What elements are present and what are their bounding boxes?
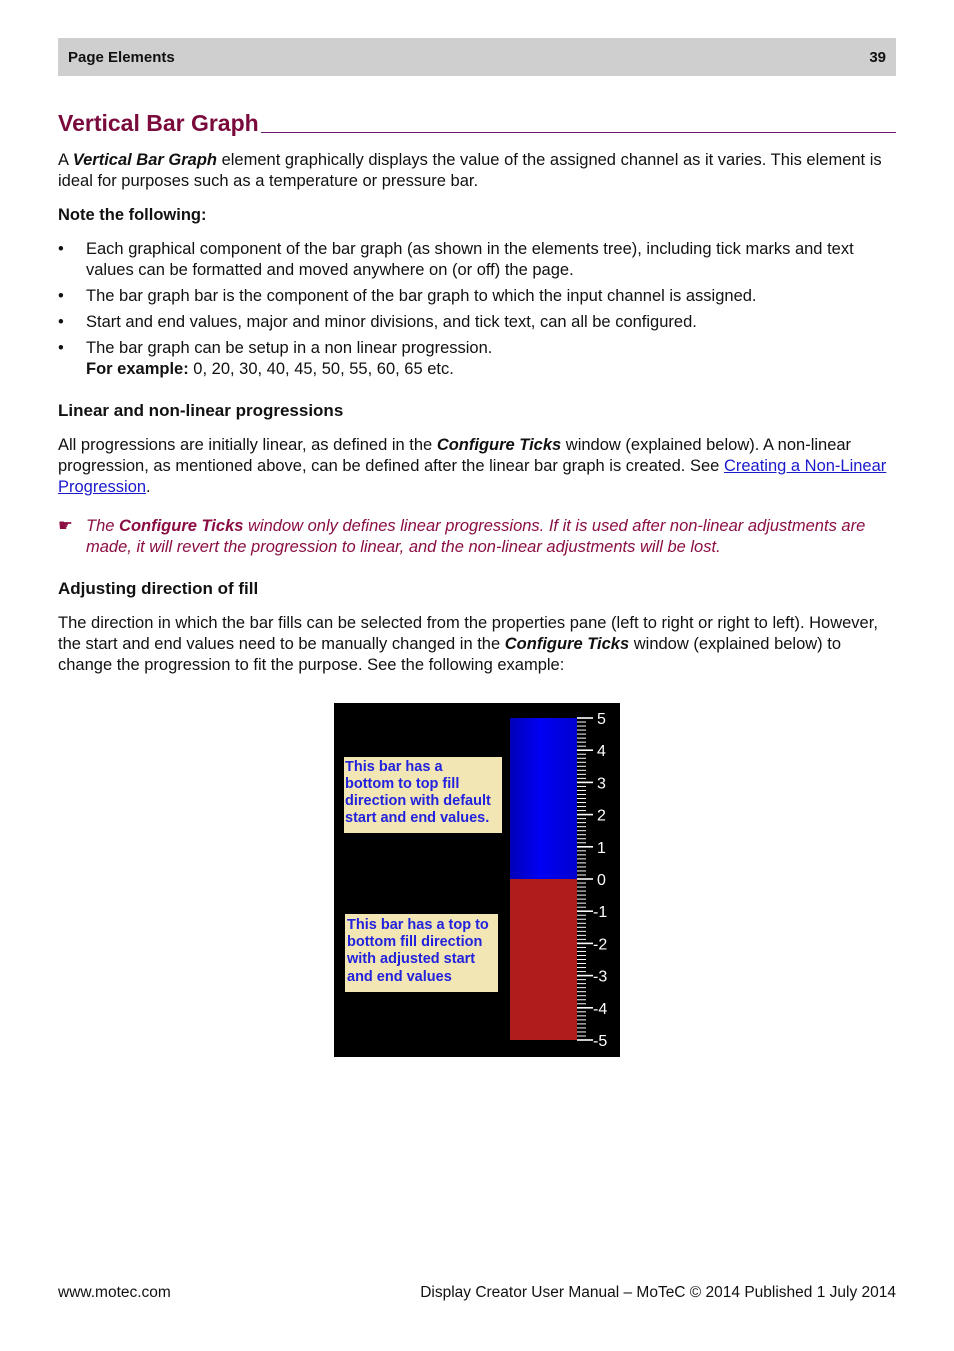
list-item: • The bar graph bar is the component of the bar graph to which the input channel is assigned. [58,286,896,307]
label-top-line: start and end values. [345,810,490,826]
label-top-line: bottom to top fill [345,776,460,792]
example-label: For example: [86,360,189,378]
label-top-line: This bar has a [345,759,443,775]
tick-label: -4 [593,1000,608,1018]
tick-label: 3 [597,775,606,793]
footer-url: www.motec.com [58,1284,171,1301]
tick-label: -2 [593,936,608,954]
note-list [58,239,896,380]
lower-bar [510,879,577,1040]
list-item: • The bar graph can be setup in a non linear progression. For example: 0, 20, 30, 40, 45, 50, 55, 60, 65 etc. [58,338,896,380]
label-bottom-line: bottom fill direction [347,934,483,950]
bar-graph-example-figure [334,703,620,1057]
tick-labels [593,711,607,1050]
list-item: • Each graphical component of the bar graph (as shown in the elements tree), including tick marks and text values can be formatted and moved anywhere on (or off) the page. [58,239,896,281]
label-bottom-line: This bar has a top to [347,917,489,933]
upper-bar [510,718,577,879]
tick-label: 0 [597,872,606,889]
section-heading-fill-direction: Adjusting direction of fill [58,579,259,598]
warning-note: ☛ The Configure Ticks window only defines linear progressions. If it is used after non-linear adjustments are made, it will revert the progression to linear, and the non-linear adjustments will be lost. [58,517,866,556]
pointing-hand-icon: ☛ [58,517,73,535]
page-footer [58,1284,896,1302]
intro-term: Vertical Bar Graph [72,151,217,169]
fill-direction-paragraph: The direction in which the bar fills can be selected from the properties pane (left to right or right to left). However, the start and end values need to be manually changed in the Configure Ticks window (explained below) to change the progression to fit the purpose. See the following example: [58,614,878,674]
intro-paragraph: A Vertical Bar Graph element graphically displays the value of the assigned channel as it varies. This element is ideal for purposes such as a temperature or pressure bar. [58,151,882,190]
tick-label: -5 [593,1033,608,1050]
tick-marks [577,718,593,1040]
main-content [58,108,896,689]
label-bottom-line: with adjusted start [347,951,476,967]
tick-label: 5 [597,711,606,728]
progressions-paragraph: All progressions are initially linear, as defined in the Configure Ticks window (explained below). A non-linear progression, as mentioned above, can be defined after the linear bar graph is created. See Creating a Non-Linear Progression. [58,436,887,496]
tick-label: 1 [597,839,606,857]
tick-label: -3 [593,968,608,986]
tick-label: -1 [593,904,608,922]
section-name: Page Elements [68,48,175,66]
non-linear-progression-link[interactable]: Creating a Non-Linear Progression [58,457,887,496]
page-header [58,38,896,76]
tick-label: 4 [597,743,606,761]
title-row [58,108,896,138]
page-title: Vertical Bar Graph [58,110,259,136]
footer-copyright: Display Creator User Manual – MoTeC © 2014 Published 1 July 2014 [420,1284,896,1301]
list-item: • Start and end values, major and minor divisions, and tick text, can all be configured. [58,312,896,333]
tick-label: 2 [597,807,606,825]
section-heading-progressions: Linear and non-linear progressions [58,401,344,420]
example-values: 0, 20, 30, 40, 45, 50, 55, 60, 65 etc. [193,360,454,378]
bar-graph-svg [334,703,620,1057]
label-top-line: direction with default [345,793,491,809]
note-heading: Note the following: [58,206,207,224]
label-bottom-line: and end values [347,969,452,985]
title-rule [261,132,896,133]
page-number: 39 [869,48,886,66]
